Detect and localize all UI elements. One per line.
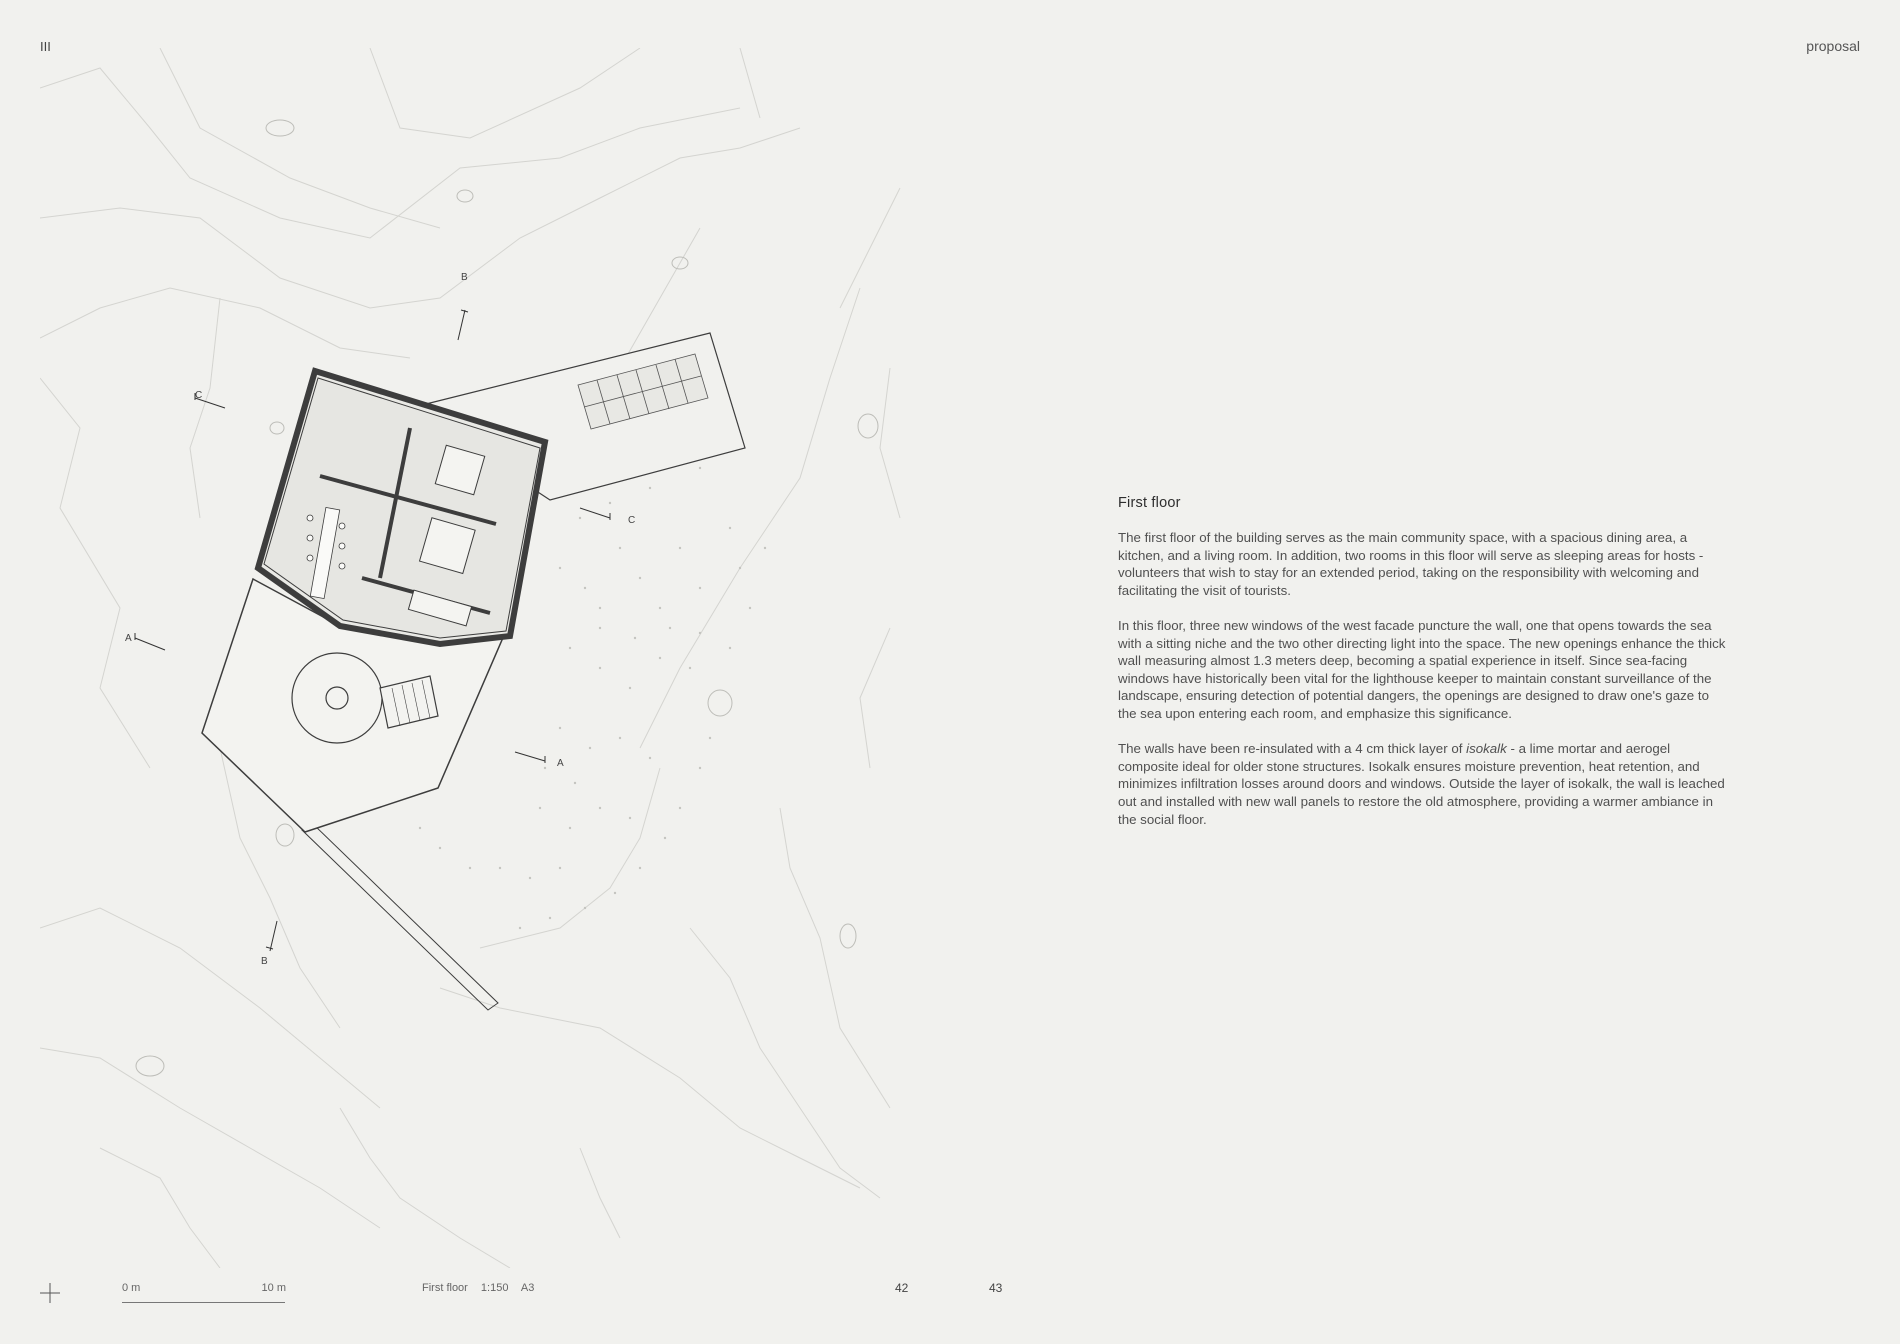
caption-scale: 1:150 [480,1282,509,1294]
section-b-top-label: B [461,272,468,283]
pier [302,823,498,1010]
scale-line [122,1302,285,1303]
floor-plan-drawing [40,48,910,1268]
body-text [1118,495,1728,846]
crop-mark-icon [40,1283,60,1303]
caption-title: First floor [422,1282,468,1294]
page-number-left: 42 [895,1281,909,1295]
paragraph-3: The walls have been re-insulated with a 4 cm thick layer of isokalk - a lime mortar and aerogel composite ideal for older stone structures. Isokalk ensures moisture prevention, heat retention, and minimizes infiltration losses around doors and windows. Outside the layer of isokalk, the wall is leached out and installed with new wall panels to restore the old atmosphere, providing a warmer ambiance in the social floor. [1118,741,1725,827]
section-a-left-label: A [125,633,132,644]
section-a-right-label: A [557,758,564,769]
scale-end-label: 10 m [261,1282,286,1294]
section-heading: First floor [1118,495,1181,511]
chapter-number: III [40,39,51,54]
caption-format: A3 [520,1282,535,1294]
building [202,333,745,1010]
section-title: proposal [1806,38,1860,54]
page-number-right: 43 [989,1281,1003,1295]
section-c-right-label: C [628,515,636,526]
paragraph-1: The first floor of the building serves as the main community space, with a spacious dining area, a kitchen, and a living room. In addition, two rooms in this floor will serve as sleeping areas for hosts - volunteers that wish to stay for an extended period, taking on the responsibility with welcoming and facilitating the visit of tourists. [1118,530,1704,598]
scale-start-label: 0 m [122,1282,141,1294]
drawing-caption [422,1282,544,1294]
section-c-left-label: C [195,390,203,401]
paragraph-2: In this floor, three new windows of the west facade puncture the wall, one that opens towards the sea with a sitting niche and the two other directing light into the space. The new openings enhance the thick wall measuring almost 1.3 meters deep, becoming a spatial experience in itself. Since sea-facing windows have historically been vital for the lighthouse keeper to maintain constant surveillance of the landscape, ensuring detection of potential dangers, the openings are designed to draw one's gaze to the sea upon entering each room, and emphasize this significance. [1118,617,1726,721]
section-b-bottom-label: B [261,956,268,967]
